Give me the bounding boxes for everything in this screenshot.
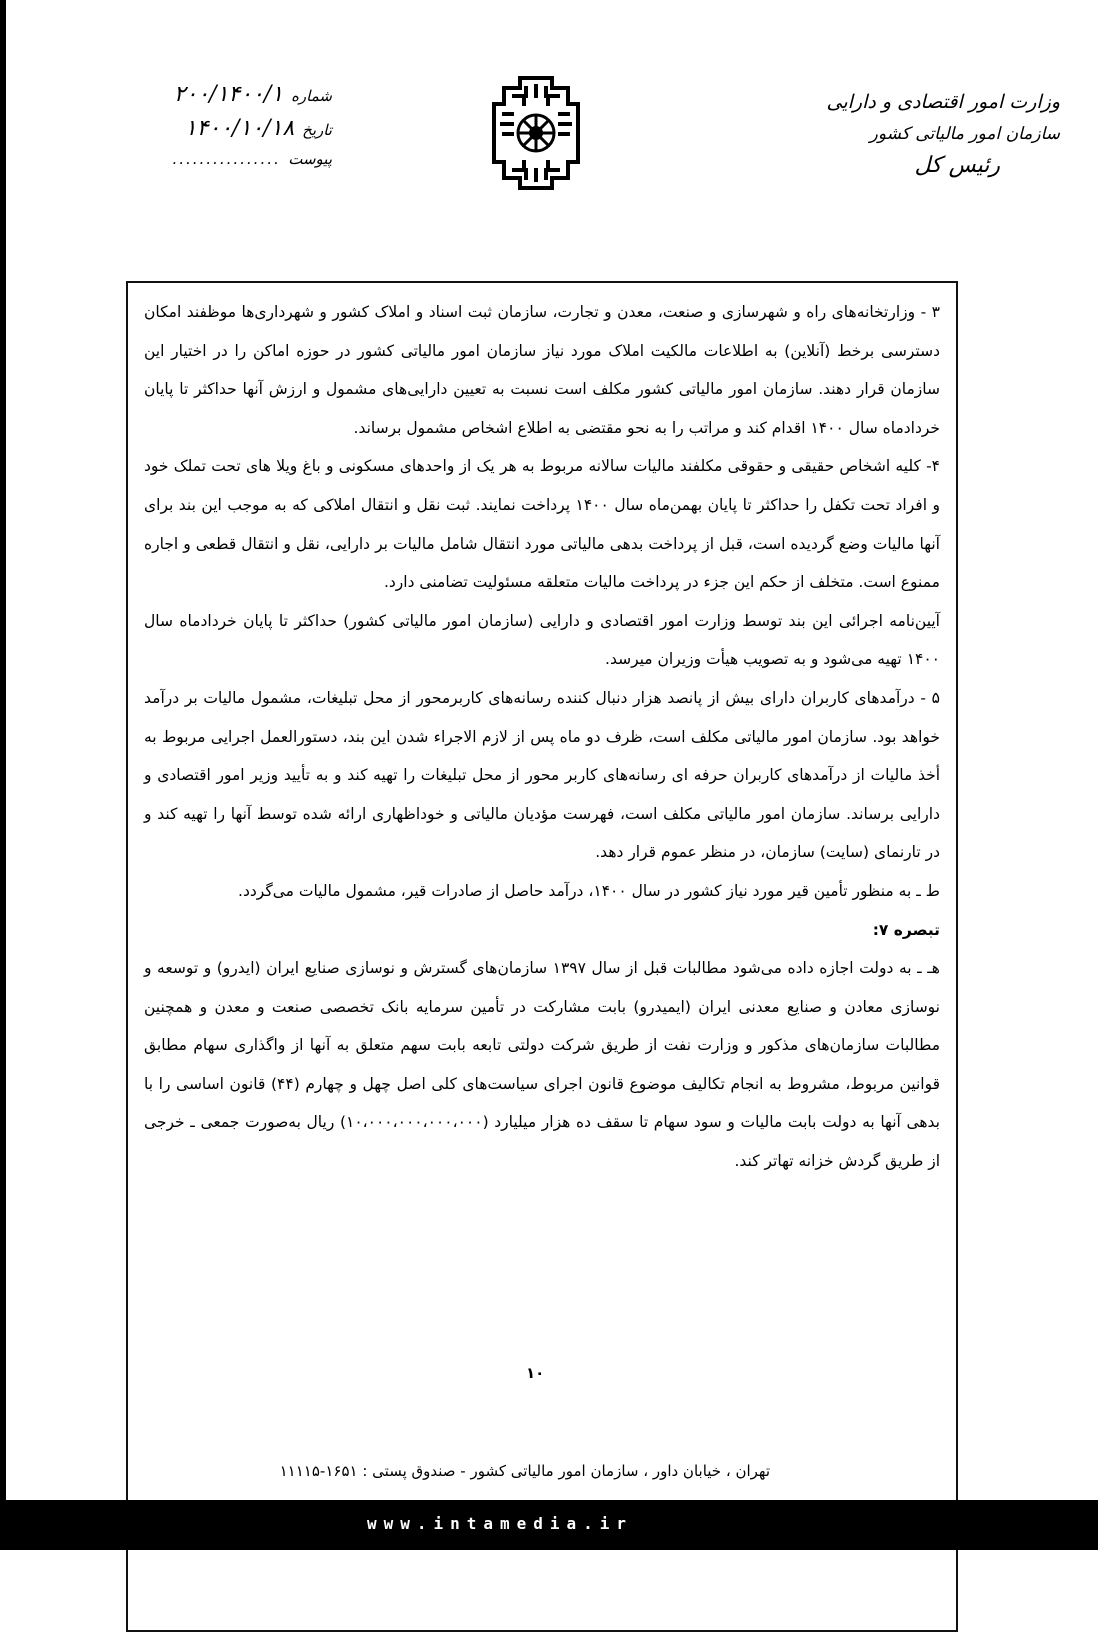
letter-body [126,281,958,1632]
footer-url: www.intamedia.ir [366,1514,634,1533]
paragraph-clause-h: هـ ـ به دولت اجازه داده می‌شود مطالبات قبل از سال ۱۳۹۷ سازمان‌های گسترش و نوسازی صنایع ایران (ایدرو) و توسعه و نوسازی معادن و صنایع معدنی ایران (ایمیدرو) بابت مشارکت در تأمین سرمایه بانک تخصصی صنعت و معدن و همچنین مطالبات سازمان‌های مذکور و وزارت نفت از طریق شرکت دولتی تابعه بابت سهم متعلق به آنها از واگذاری سهام مطابق قوانین مربوط، مشروط به انجام تکالیف موضوع قانون اجرای سیاست‌های کلی اصل چهل و چهارم (۴۴) قانون اساسی را با بدهی آنها به دولت بابت مالیات و سود سهام تا سقف ده هزار میلیارد (۱۰،۰۰۰،۰۰۰،۰۰۰،۰۰۰) ریال به‌صورت جمعی ـ خرجی از طریق گردش خزانه تهاتر کند. [144,959,941,1171]
letter-attachment [102,150,332,184]
scan-edge [0,0,6,1500]
attachment-label: پیوست [288,150,332,168]
ministry-name: وزارت امور اقتصادی و دارایی [826,91,1060,113]
paragraph-clause-4: ۴- کلیه اشخاص حقیقی و حقوقی مکلفند مالیات سالانه مربوط به هر یک از واحدهای مسکونی و باغ ویلا های تحت تملک خود و افراد تحت تکفل را حداکثر تا پایان بهمن‌ماه سال ۱۴۰۰ پرداخت نمایند. ثبت نقل و انتقال املاکی که به موجب این بند برای آنها مالیات وضع گردیده است، قبل از پرداخت بدهی مالیاتی مورد انتقال شامل مالیات بر دارایی، نقل و انتقال قطعی و اجاره ممنوع است. متخلف از حکم این جزء در پرداخت مالیات متعلقه مسئولیت تضامنی دارد. [144,457,940,592]
number-value: ۲۰۰/۱۴۰۰/۱ [173,82,284,107]
attachment-dots: ................ [171,150,281,168]
paragraph-regulation: آیین‌نامه اجرائی این بند توسط وزارت امور اقتصادی و دارایی (سازمان امور مالیاتی کشور) حداکثر تا پایان خردادماه سال ۱۴۰۰ تهیه می‌شود و به تصویب هیأت وزیران میرسد. [144,611,940,669]
page-number: ۱۰ [526,1364,545,1382]
footer-address: تهران ، خیابان داور ، سازمان امور مالیاتی کشور - صندوق پستی : ۱۶۵۱-۱۱۱۱۵ [279,1462,770,1480]
chief-title: رئیس کل [914,153,1000,178]
letter-date [102,116,332,150]
organization-name: سازمان امور مالیاتی کشور [869,124,1060,144]
letter-meta [102,82,332,184]
number-label: شماره [291,87,332,105]
tax-organization-logo-icon [490,74,582,192]
letterhead [800,86,1060,182]
paragraph-clause-t: ط ـ به منظور تأمین قیر مورد نیاز کشور در سال ۱۴۰۰، درآمد حاصل از صادرات قیر، مشمول مالیات می‌گردد. [238,881,940,900]
note-heading: تبصره ۷: [872,920,940,939]
letter-number [102,82,332,116]
date-value: ۱۴۰۰/۱۰/۱۸ [184,116,295,141]
paragraph-clause-3: ۳ - وزارتخانه‌های راه و شهرسازی و صنعت، معدن و تجارت، سازمان ثبت اسناد و املاک کشور و شهرداری‌ها موظفند امکان دسترسی برخط (آنلاین) به اطلاعات مالکیت املاک مورد نیاز سازمان امور مالیاتی کشور در حوزه اماکن را در اختیار این سازمان قرار دهند. سازمان امور مالیاتی کشور مکلف است نسبت به تعیین دارایی‌های مشمول و ارزش آنها حداکثر تا پایان خردادماه سال ۱۴۰۰ اقدام کند و مراتب را به نحو مقتضی به اطلاع اشخاص مشمول برساند. [144,303,940,437]
paragraph-clause-5: ۵ - درآمدهای کاربران دارای بیش از پانصد هزار دنبال کننده رسانه‌های کاربرمحور از محل تبلیغات، مشمول مالیات بر درآمد خواهد بود. سازمان امور مالیاتی مکلف است، ظرف دو ماه پس از لازم الاجراء شدن این بند، دستورالعمل اجرایی مربوط به أخذ مالیات از درآمدهای کاربران حرفه ای رسانه‌های کاربر محور از محل تبلیغات را تهیه کند و به تأیید وزیر امور اقتصادی و دارایی برساند. سازمان امور مالیاتی مکلف است، فهرست مؤدیان مالیاتی و خوداظهاری ارائه شده توسط آنها را تهیه کند و در تارنمای (سایت) سازمان، در منظر عموم قرار دهد. [144,688,940,862]
date-label: تاریخ [302,121,332,139]
